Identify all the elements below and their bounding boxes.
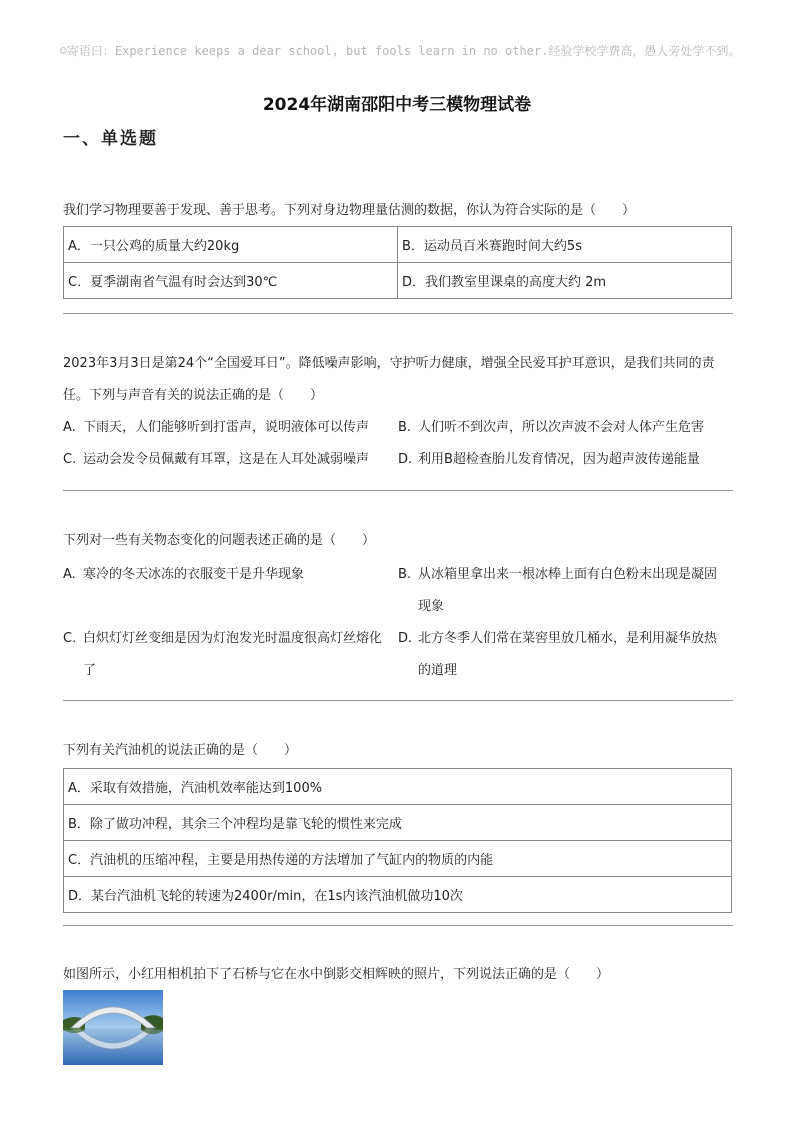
- question-2-option-a[interactable]: A. 下雨天，人们能够听到打雷声，说明液体可以传声: [63, 420, 370, 435]
- question-1-options-table: [63, 226, 732, 299]
- section-heading: 一、单选题: [63, 129, 158, 149]
- question-4-stem: 下列有关汽油机的说法正确的是（ ）: [63, 743, 298, 758]
- question-4-option-b[interactable]: B． 除了做功冲程，其余三个冲程均是靠飞轮的惯性来完成: [68, 817, 402, 832]
- question-3-stem: 下列对一些有关物态变化的问题表述正确的是（ ）: [63, 533, 376, 548]
- question-1-option-a[interactable]: A． 一只公鸡的质量大约20kg: [68, 239, 240, 254]
- question-2-stem: 2023年3月3日是第24个“全国爱耳日”。降低噪声影响，守护听力健康，增强全民爱耳护耳意识，是我们共同的责任。下列与声音有关的说法正确的是（ ）: [63, 356, 715, 403]
- question-2-option-c[interactable]: C. 运动会发令员佩戴有耳罩，这是在人耳处减弱噪声: [63, 452, 370, 467]
- question-1-option-c[interactable]: C． 夏季湖南省气温有时会达到30℃: [68, 275, 278, 290]
- question-2-option-b[interactable]: B. 人们听不到次声，所以次声波不会对人体产生危害: [398, 420, 705, 435]
- question-4-option-c[interactable]: C． 汽油机的压缩冲程，主要是用热传递的方法增加了气缸内的物质的内能: [68, 853, 494, 868]
- question-1-option-d[interactable]: D． 我们教室里课桌的高度大约 2m: [397, 263, 731, 298]
- question-separator: [63, 925, 733, 926]
- question-separator: [63, 700, 733, 701]
- question-3-option-a[interactable]: A. 寒冷的冬天冰冻的衣服变干是升华现象: [63, 567, 305, 582]
- page-title: 2024年湖南邵阳中考三模物理试卷: [262, 95, 532, 115]
- question-1-stem: 我们学习物理要善于发现、善于思考。下列对身边物理量估测的数据，你认为符合实际的是（ ）: [63, 203, 636, 218]
- question-4-option-d[interactable]: D． 某台汽油机飞轮的转速为2400r/min，在1s内该汽油机做功10次: [68, 889, 463, 904]
- question-4-option-a[interactable]: A． 采取有效措施，汽油机效率能达到100%: [68, 781, 323, 796]
- question-4-options-table: [63, 768, 732, 913]
- bridge-reflection-photo: [63, 990, 163, 1065]
- question-1-option-b[interactable]: B． 运动员百米赛跑时间大约5s: [397, 227, 731, 262]
- question-5-stem: 如图所示，小红用相机拍下了石桥与它在水中倒影交相辉映的照片，下列说法正确的是（ ）: [63, 967, 610, 982]
- question-2-options: [63, 412, 733, 476]
- question-3-option-b[interactable]: B. 从冰箱里拿出来一根冰棒上面有白色粉末出现是凝固现象: [398, 567, 718, 614]
- header-motto: ☺寄语曰：Experience keeps a dear school, but fools learn in no other.经验学校学费高，愚人旁处学不到。: [59, 44, 741, 58]
- question-separator: [63, 490, 733, 491]
- question-3-option-c[interactable]: C. 白炽灯灯丝变细是因为灯泡发光时温度很高灯丝熔化了: [63, 631, 383, 678]
- question-2-option-d[interactable]: D. 利用B超检查胎儿发育情况，因为超声波传递能量: [398, 452, 700, 467]
- question-separator: [63, 313, 733, 314]
- question-3-option-d[interactable]: D. 北方冬季人们常在菜窖里放几桶水，是利用凝华放热的道理: [398, 631, 718, 678]
- question-3-options: [63, 559, 733, 687]
